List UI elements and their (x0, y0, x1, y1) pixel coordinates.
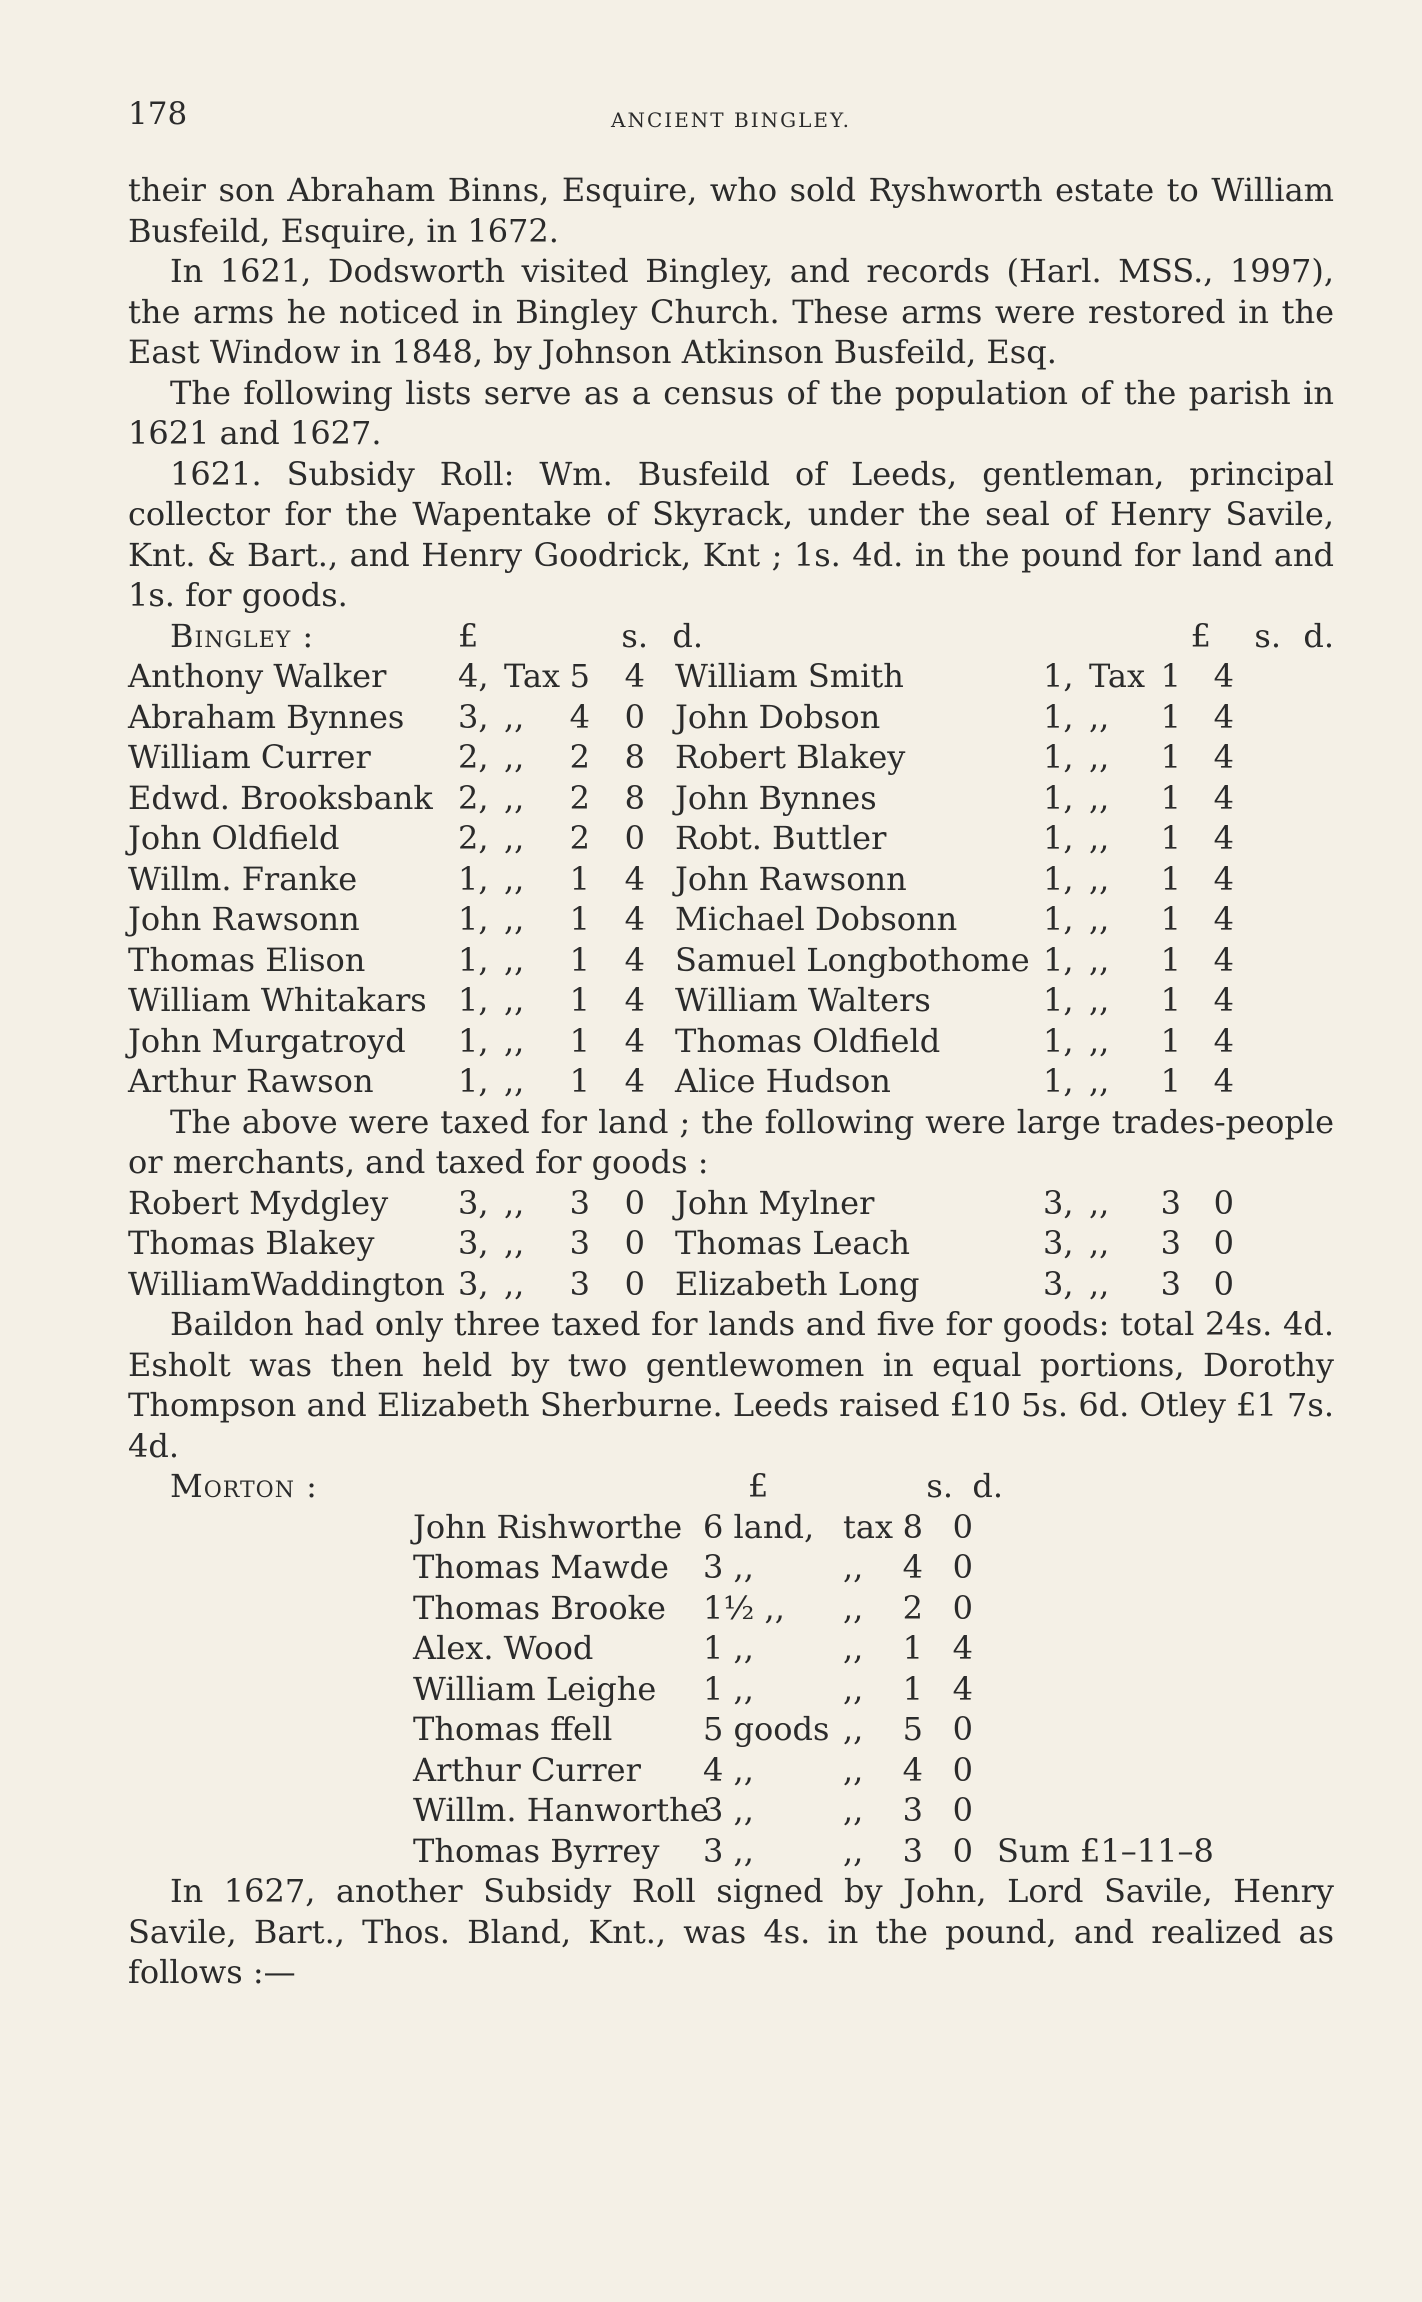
entry-amount: 3 ,, (703, 1831, 754, 1870)
entry-pounds: 3, (1043, 1264, 1074, 1303)
entry-name: Robert Blakey (675, 738, 906, 776)
entry-tax: ,, (504, 1021, 525, 1060)
entry-tax: ,, (1089, 900, 1110, 938)
morton-pence-head: d. (972, 1467, 1003, 1505)
entry-tax: ,, (1089, 940, 1110, 979)
entry-shillings: 1 (569, 900, 590, 938)
paragraph-7: In 1627, another Subsidy Roll signed by John, Lord Savile, Henry Savile, Bart., Thos. Bland, Knt., was 4s. in the pound, and realized as follows :— (128, 1872, 1334, 1991)
goods-table (128, 1183, 1334, 1305)
entry-pence: 4 (952, 1629, 973, 1667)
entry-tax: ,, (1089, 859, 1110, 898)
entry-pence: 0 (952, 1831, 973, 1870)
bingley-row (128, 980, 1334, 1021)
entry-tax: tax (843, 1507, 893, 1546)
page-header (128, 96, 1334, 140)
running-title: ANCIENT BINGLEY. (611, 108, 851, 132)
entry-tax: ,, (504, 778, 525, 817)
entry-name: Thomas Leach (675, 1224, 911, 1262)
entry-name: John Rawsonn (128, 900, 360, 938)
entry-name: Samuel Longbothome (675, 940, 1030, 979)
entry-pounds: 1, (1043, 981, 1074, 1019)
entry-shillings: 3 (902, 1831, 923, 1870)
bingley-row (128, 697, 1334, 738)
entry-tax: ,, (1089, 778, 1110, 817)
entry-pounds: 4, (458, 657, 489, 695)
page-number: 178 (128, 96, 188, 132)
entry-amount: 1½ ,, (703, 1588, 785, 1627)
entry-pounds: 1, (1043, 1021, 1074, 1060)
morton-row (128, 1507, 1334, 1548)
entry-name: John Oldfield (128, 819, 340, 857)
entry-name: Thomas Elison (128, 940, 366, 979)
bingley-row (128, 818, 1334, 859)
morton-row (128, 1750, 1334, 1791)
entry-tax: ,, (1089, 1264, 1110, 1303)
morton-row (128, 1547, 1334, 1588)
entry-tax: ,, (504, 738, 525, 776)
bingley-row (128, 1021, 1334, 1062)
entry-shillings: 1 (569, 940, 590, 979)
goods-row (128, 1183, 1334, 1224)
entry-tax: ,, (1089, 981, 1110, 1019)
entry-pence: 8 (624, 738, 645, 776)
morton-label: Morton : (170, 1467, 318, 1505)
entry-pounds: 1, (458, 1021, 489, 1060)
entry-name: Thomas ffell (413, 1710, 613, 1748)
entry-tax: ,, (843, 1710, 864, 1748)
entry-name: John Rishworthe (413, 1507, 683, 1546)
entry-pence: 8 (624, 778, 645, 817)
entry-shillings: 1 (1160, 981, 1181, 1019)
entry-tax: Tax (504, 657, 560, 695)
goods-row (128, 1264, 1334, 1305)
entry-name: William Currer (128, 738, 371, 776)
entry-shillings: 1 (1160, 697, 1181, 736)
entry-pence: 4 (624, 900, 645, 938)
entry-pounds: 1, (458, 940, 489, 979)
entry-pence: 0 (952, 1750, 973, 1789)
entry-shillings: 2 (902, 1588, 923, 1627)
entry-tax: ,, (504, 859, 525, 898)
entry-tax: ,, (504, 1062, 525, 1100)
entry-shillings: 5 (569, 657, 590, 695)
entry-shillings: 8 (902, 1507, 923, 1546)
entry-name: Thomas Blakey (128, 1224, 375, 1262)
entry-name: Thomas Oldfield (675, 1021, 941, 1060)
entry-pounds: 1, (458, 981, 489, 1019)
entry-shillings: 3 (569, 1224, 590, 1262)
entry-name: Willm. Franke (128, 859, 358, 898)
entry-tax: ,, (504, 900, 525, 938)
entry-tax: Tax (1089, 657, 1145, 695)
entry-shillings: 1 (1160, 778, 1181, 817)
entry-tax: ,, (504, 981, 525, 1019)
entry-name: Elizabeth Long (675, 1264, 920, 1303)
entry-amount: 1 ,, (703, 1669, 754, 1708)
entry-pence: 4 (1213, 940, 1234, 979)
pound-column-head: £ (458, 616, 479, 655)
paragraph-5: The above were taxed for land ; the following were large trades-people or merchants, and taxed for goods : (128, 1102, 1334, 1181)
entry-shillings: 5 (902, 1710, 923, 1748)
entry-pence: 4 (1213, 738, 1234, 776)
shilling-column-head: s. (621, 616, 648, 655)
entry-tax: ,, (1089, 1224, 1110, 1262)
entry-tax: ,, (1089, 1062, 1110, 1100)
entry-name: John Dobson (675, 697, 881, 736)
entry-pounds: 2, (458, 738, 489, 776)
entry-shillings: 2 (569, 738, 590, 776)
entry-tax: ,, (1089, 819, 1110, 857)
goods-row (128, 1223, 1334, 1264)
entry-pounds: 3, (458, 1264, 489, 1303)
entry-pence: 0 (624, 819, 645, 857)
bingley-row (128, 1061, 1334, 1102)
entry-name: William Smith (675, 657, 904, 695)
entry-pounds: 3, (1043, 1224, 1074, 1262)
morton-row (128, 1588, 1334, 1629)
entry-pence: 4 (1213, 981, 1234, 1019)
entry-shillings: 3 (1160, 1183, 1181, 1222)
entry-pence: 0 (952, 1710, 973, 1748)
entry-pounds: 3, (458, 1224, 489, 1262)
morton-rows (128, 1507, 1334, 1872)
entry-shillings: 1 (569, 981, 590, 1019)
entry-shillings: 3 (569, 1264, 590, 1303)
entry-pence: 4 (624, 1062, 645, 1100)
bingley-rows (128, 656, 1334, 1102)
entry-tax: ,, (1089, 1021, 1110, 1060)
entry-tax: ,, (1089, 697, 1110, 736)
entry-pounds: 1, (1043, 940, 1074, 979)
entry-shillings: 1 (1160, 940, 1181, 979)
entry-pence: 0 (1213, 1183, 1234, 1222)
morton-pound-head: £ (748, 1467, 769, 1505)
entry-pounds: 3, (1043, 1183, 1074, 1222)
entry-tax: ,, (504, 1264, 525, 1303)
entry-shillings: 1 (1160, 657, 1181, 695)
morton-row (128, 1831, 1334, 1872)
entry-shillings: 3 (1160, 1224, 1181, 1262)
entry-name: William Walters (675, 981, 931, 1019)
page-body (128, 170, 1334, 1993)
entry-name: William Leighe (413, 1669, 657, 1708)
entry-tax: ,, (843, 1629, 864, 1667)
entry-shillings: 3 (1160, 1264, 1181, 1303)
entry-pence: 4 (1213, 697, 1234, 736)
bingley-row (128, 737, 1334, 778)
paragraph-3: The following lists serve as a census of the population of the parish in 1621 and 1627. (128, 373, 1334, 452)
entry-name: John Bynnes (675, 778, 877, 817)
entry-pence: 4 (1213, 657, 1234, 695)
entry-pence: 0 (952, 1507, 973, 1546)
entry-pence: 4 (624, 859, 645, 898)
entry-tax: ,, (504, 819, 525, 857)
entry-pence: 0 (624, 1224, 645, 1262)
entry-tax: ,, (843, 1791, 864, 1829)
entry-tax: ,, (843, 1669, 864, 1708)
entry-pence: 4 (952, 1669, 973, 1708)
morton-table (128, 1466, 1334, 1871)
entry-amount: 1 ,, (703, 1629, 754, 1667)
entry-pounds: 1, (1043, 738, 1074, 776)
pound-column-head-right: £ (1190, 616, 1211, 655)
entry-name: Thomas Mawde (413, 1548, 669, 1586)
entry-pounds: 1, (1043, 657, 1074, 695)
bingley-row (128, 656, 1334, 697)
entry-pence: 0 (952, 1548, 973, 1586)
entry-shillings: 1 (902, 1629, 923, 1667)
entry-amount: 3 ,, (703, 1791, 754, 1829)
entry-name: Thomas Brooke (413, 1588, 666, 1627)
morton-header-row (128, 1466, 1334, 1507)
bingley-table (128, 616, 1334, 1102)
entry-tax: ,, (843, 1750, 864, 1789)
entry-name: Thomas Byrrey (413, 1831, 660, 1870)
entry-pounds: 1, (458, 859, 489, 898)
entry-pounds: 3, (458, 697, 489, 736)
entry-pence: 0 (1213, 1264, 1234, 1303)
entry-shillings: 4 (902, 1750, 923, 1789)
entry-shillings: 3 (569, 1183, 590, 1222)
entry-pounds: 1, (1043, 1062, 1074, 1100)
entry-shillings: 1 (1160, 1062, 1181, 1100)
entry-name: John Rawsonn (675, 859, 907, 898)
entry-name: Arthur Currer (413, 1750, 641, 1789)
paragraph-6: Baildon had only three taxed for lands and five for goods: total 24s. 4d. Esholt was then held by two gentlewomen in equal portions, Dorothy Thompson and Elizabeth Sherburne. Leeds raised £10 5s. 6d. Otley £1 7s. 4d. (128, 1305, 1334, 1465)
entry-tax: ,, (504, 940, 525, 979)
entry-pounds: 1, (1043, 859, 1074, 898)
entry-shillings: 1 (569, 1021, 590, 1060)
entry-pence: 0 (624, 1264, 645, 1303)
entry-name: Anthony Walker (128, 657, 387, 695)
entry-shillings: 1 (569, 1062, 590, 1100)
entry-name: Abraham Bynnes (128, 697, 405, 736)
entry-tax: ,, (1089, 1183, 1110, 1222)
entry-pounds: 1, (1043, 778, 1074, 817)
entry-pence: 0 (1213, 1224, 1234, 1262)
pence-column-head: d. (672, 616, 703, 655)
morton-row (128, 1790, 1334, 1831)
entry-tax: ,, (843, 1548, 864, 1586)
morton-row (128, 1709, 1334, 1750)
entry-shillings: 2 (569, 819, 590, 857)
entry-pence: 4 (624, 657, 645, 695)
entry-name: Alice Hudson (675, 1062, 891, 1100)
bingley-row (128, 859, 1334, 900)
entry-pounds: 1, (458, 900, 489, 938)
entry-pence: 4 (1213, 778, 1234, 817)
entry-tax: ,, (843, 1831, 864, 1870)
entry-pence: 0 (624, 697, 645, 736)
entry-tax: ,, (504, 1183, 525, 1222)
entry-pounds: 2, (458, 778, 489, 817)
entry-pounds: 1, (1043, 819, 1074, 857)
entry-name: Michael Dobsonn (675, 900, 958, 938)
entry-amount: 3 ,, (703, 1548, 754, 1586)
entry-pounds: 1, (1043, 697, 1074, 736)
entry-shillings: 1 (1160, 900, 1181, 938)
entry-name: John Mylner (675, 1183, 875, 1222)
entry-name: Willm. Hanworthe (413, 1791, 709, 1829)
entry-pence: 0 (952, 1588, 973, 1627)
morton-shilling-head: s. (926, 1467, 953, 1505)
entry-pounds: 1, (458, 1062, 489, 1100)
bingley-row (128, 940, 1334, 981)
entry-name: Edwd. Brooksbank (128, 778, 433, 817)
bingley-label: Bingley : (170, 616, 315, 655)
entry-name: Alex. Wood (413, 1629, 594, 1667)
entry-name: Arthur Rawson (128, 1062, 374, 1100)
morton-row (128, 1669, 1334, 1710)
entry-name: William Whitakars (128, 981, 427, 1019)
entry-shillings: 1 (1160, 859, 1181, 898)
entry-pence: 4 (624, 981, 645, 1019)
entry-amount: 4 ,, (703, 1750, 754, 1789)
bingley-row (128, 778, 1334, 819)
entry-pence: 4 (1213, 819, 1234, 857)
shilling-column-head-right: s. (1254, 616, 1281, 655)
entry-pence: 4 (1213, 1021, 1234, 1060)
entry-shillings: 1 (902, 1669, 923, 1708)
morton-row (128, 1628, 1334, 1669)
entry-shillings: 3 (902, 1791, 923, 1829)
paragraph-2: In 1621, Dodsworth visited Bingley, and records (Harl. MSS., 1997), the arms he noticed in Bingley Church. These arms were restored in the East Window in 1848, by Johnson Atkinson Busfeild, Esq. (128, 252, 1334, 371)
paragraph-1: their son Abraham Binns, Esquire, who sold Ryshworth estate to William Busfeild, Esquire, in 1672. (128, 171, 1334, 250)
entry-shillings: 4 (902, 1548, 923, 1586)
entry-tax: ,, (843, 1588, 864, 1627)
entry-shillings: 2 (569, 778, 590, 817)
sum-note: Sum £1–11–8 (997, 1831, 1214, 1870)
entry-pence: 0 (952, 1791, 973, 1829)
pence-column-head-right: d. (1303, 616, 1334, 655)
entry-shillings: 1 (1160, 738, 1181, 776)
entry-shillings: 1 (1160, 1021, 1181, 1060)
entry-amount: 6 land, (703, 1507, 815, 1546)
entry-pounds: 1, (1043, 900, 1074, 938)
entry-pence: 4 (1213, 1062, 1234, 1100)
entry-shillings: 1 (569, 859, 590, 898)
entry-name: WilliamWaddington (128, 1264, 445, 1303)
entry-shillings: 4 (569, 697, 590, 736)
entry-amount: 5 goods (703, 1710, 830, 1748)
entry-pounds: 3, (458, 1183, 489, 1222)
entry-name: John Murgatroyd (128, 1021, 406, 1060)
entry-pence: 0 (624, 1183, 645, 1222)
entry-tax: ,, (504, 697, 525, 736)
bingley-header-row (128, 616, 1334, 657)
entry-pence: 4 (624, 940, 645, 979)
paragraph-4: 1621. Subsidy Roll: Wm. Busfeild of Leeds, gentleman, principal collector for the Wapentake of Skyrack, under the seal of Henry Savile, Knt. & Bart., and Henry Goodrick, Knt ; 1s. 4d. in the pound for land and 1s. for goods. (128, 454, 1334, 614)
entry-pence: 4 (624, 1021, 645, 1060)
entry-pence: 4 (1213, 859, 1234, 898)
entry-pounds: 2, (458, 819, 489, 857)
entry-tax: ,, (1089, 738, 1110, 776)
bingley-row (128, 899, 1334, 940)
entry-name: Robert Mydgley (128, 1183, 389, 1222)
entry-pence: 4 (1213, 900, 1234, 938)
entry-name: Robt. Buttler (675, 819, 887, 857)
entry-tax: ,, (504, 1224, 525, 1262)
entry-shillings: 1 (1160, 819, 1181, 857)
